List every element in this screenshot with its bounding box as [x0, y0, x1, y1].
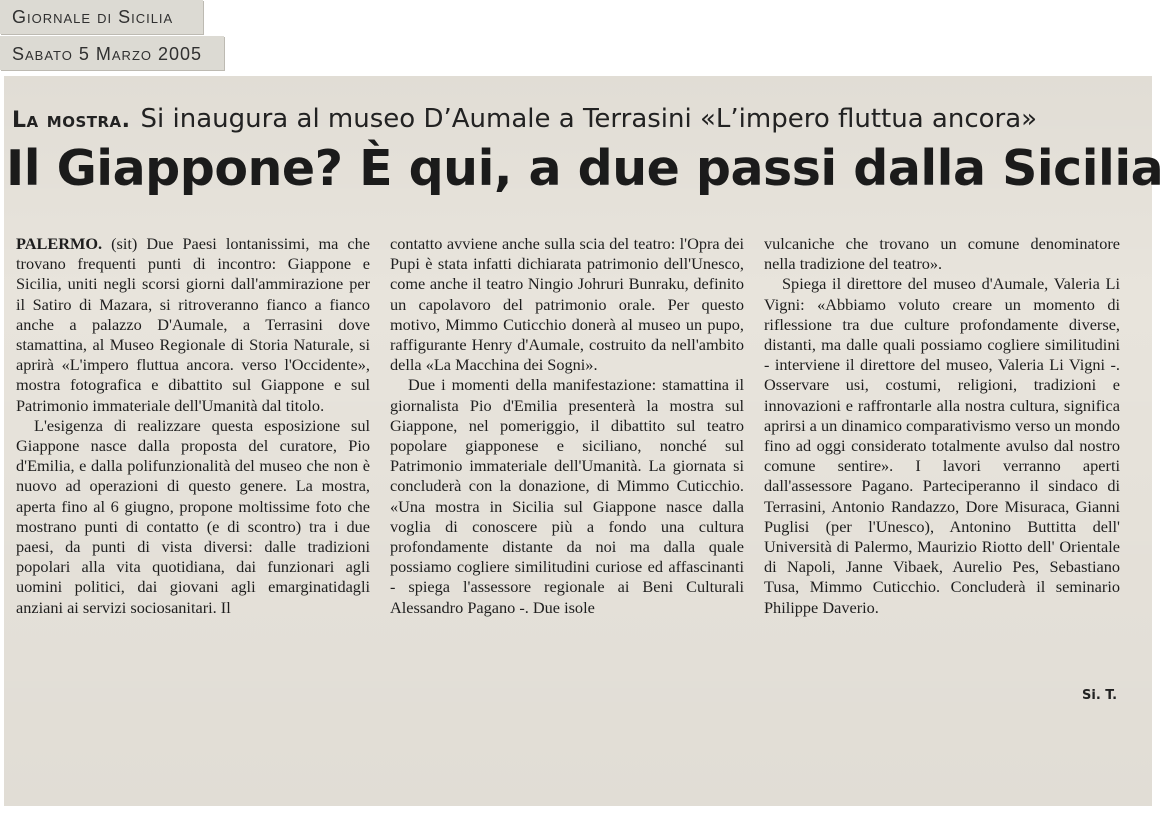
newspaper-name-label: Giornale di Sicilia [0, 0, 203, 34]
paragraph: vulcaniche che trovano un comune denominatore nella tradizione del teatro». [764, 234, 1120, 274]
article-column-2 [390, 234, 744, 618]
date-label: Sabato 5 Marzo 2005 [0, 36, 224, 70]
article-column-1 [16, 234, 370, 618]
kicker-line [12, 104, 1142, 144]
dateline: PALERMO. [16, 234, 103, 253]
paragraph: L'esigenza di realizzare questa esposizione sul Giappone nasce dalla proposta del curatore, Pio d'Emilia, e dalla polifunzionalità del museo che non è nuovo ad operazioni di questo genere. La mostra, aperta fino al 6 giugno, propone moltissime foto che mostrano punti di contatto (e di scontro) tra i due paesi, da punti di vista diversi: dalle tradizioni popolari alla vita quotidiana, dai funzionari agli uomini politici, dai giovani agli emarginatidagli anziani ai servizi sociosanitari. Il [16, 415, 370, 617]
paragraph: contatto avviene anche sulla scia del teatro: l'Opra dei Pupi è stata infatti dichiarata patrimonio dell'Unesco, come anche il teatro Ningio Johruri Bunraku, definito un capolavoro del patrimonio orale. Per questo motivo, Mimmo Cuticchio donerà al museo un pupo, raffigurante Henry d'Aumale, costruito da nell'ambito della «La Macchina dei Sogni». [390, 234, 744, 375]
article-column-3 [764, 234, 1120, 618]
paragraph-text: (sit) Due Paesi lontanissimi, ma che trovano frequenti punti di incontro: Giappone e Sicilia, uniti negli scorsi giorni dall'ammirazione per il Satiro di Mazara, si ritroveranno fianco a fianco anche a palazzo D'Aumale, a Terrasini dove stamattina, al Museo Regionale di Storia Naturale, si aprirà «L'impero fluttua ancora. verso l'Occidente», mostra fotografica e dibattito sul Giappone e sul Patrimonio immateriale dell'Umanità dal titolo. [16, 234, 370, 415]
kicker-label: La mostra. [12, 108, 131, 133]
paragraph: Spiega il direttore del museo d'Aumale, Valeria Li Vigni: «Abbiamo voluto creare un momento di riflessione tra due culture profondamente diverse, distanti, ma dalle quali possiamo cogliere similitudini - interviene il direttore del museo, Valeria Li Vigni -. Osservare usi, costumi, religioni, tradizioni e innovazioni e raffrontarle alla nostra cultura, significa aprirsi a un dinamico comparativismo verso un mondo fino ad oggi considerato totalmente avulso dal nostro comune sentire». I lavori verranno aperti dall'assessore Pagano. Parteciperanno il sindaco di Terrasini, Antonio Randazzo, Dore Misuraca, Gianni Puglisi (per l'Unesco), Antonino Buttitta dell' Università di Palermo, Maurizio Riotto dell' Orientale di Napoli, Janne Vibaek, Aurelio Pes, Sebastiano Tusa, Mimmo Cuticchio. Concluderà il seminario Philippe Daverio. [764, 274, 1120, 617]
kicker-text: Si inaugura al museo D’Aumale a Terrasini «L’impero fluttua ancora» [140, 104, 1038, 134]
headline: Il Giappone? È qui, a due passi dalla Sicilia [6, 140, 1164, 197]
paragraph [16, 234, 370, 416]
author-signature: Si. T. [1082, 688, 1118, 703]
paragraph: Due i momenti della manifestazione: stamattina il giornalista Pio d'Emilia presenterà la mostra sul Giappone, nel pomeriggio, il dibattito sul teatro popolare giapponese e siciliano, nonché sul Patrimonio immateriale dell'Umanità. La giornata si concluderà con la donazione, di Mimmo Cuticchio. «Una mostra in Sicilia sul Giappone nasce dalla voglia di conoscere più a fondo una cultura profondamente distante da noi ma dalla quale possiamo cogliere similitudini curiose ed affascinanti - spiega l'assessore regionale ai Beni Culturali Alessandro Pagano -. Due isole [390, 375, 744, 617]
